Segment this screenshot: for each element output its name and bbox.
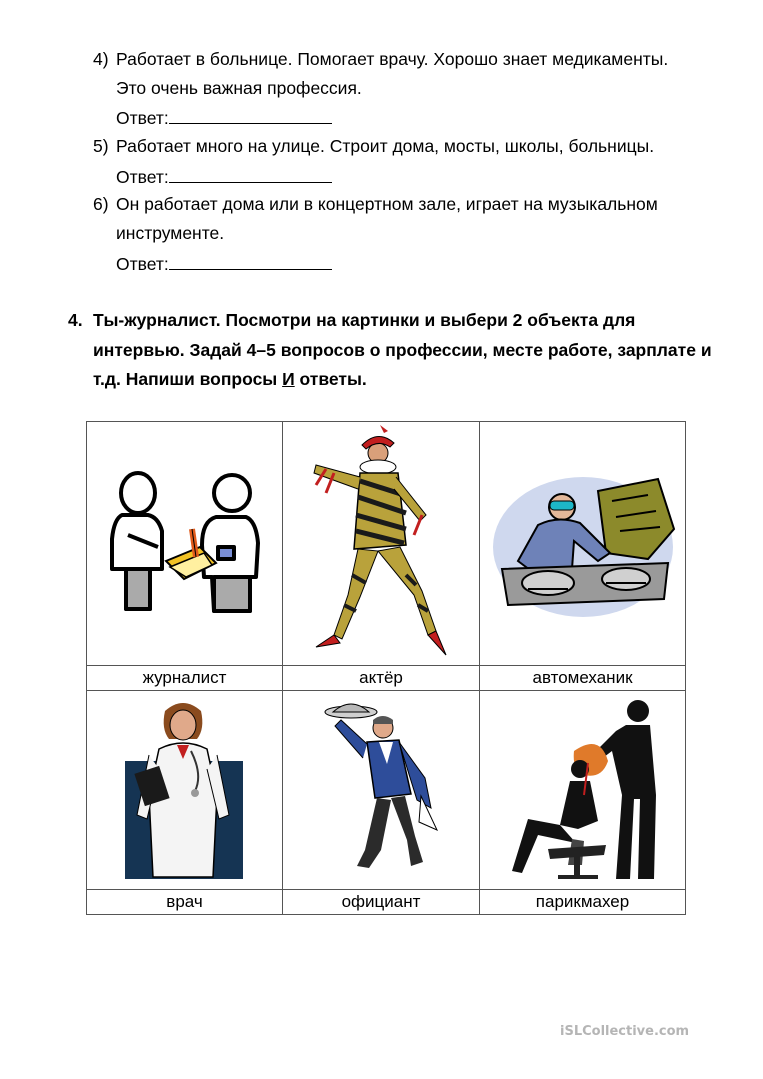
item-number: 6) [93,194,109,214]
task-text: Ты-журналист. Посмотри на картинки и выбери 2 объекта для интервью. Задай 4–5 вопросов о профессии, месте работе, зарплате и т.д. Напиши вопросы [93,310,712,389]
caption-journalist: журналист [87,666,283,691]
caption-hairdresser: парикмахер [480,890,686,915]
answer-blank[interactable] [169,252,332,270]
answer-label: Ответ: [116,254,169,274]
caption-auto-mechanic: автомеханик [480,666,686,691]
caption-waiter: официант [283,890,480,915]
caption-doctor: врач [87,890,283,915]
answer-field-5[interactable] [116,165,332,188]
task-number: 4. [68,310,83,330]
hairdresser-icon [488,695,678,885]
item-text-line: инструменте. [116,223,225,243]
picture-cell-actor [283,422,480,666]
item-text-line: Он работает дома или в концертном зале, играет на музыкальном [116,194,658,214]
task-instructions [68,306,718,395]
actor-icon [296,425,466,663]
watermark-footer: iSLCollective.com [560,1024,690,1039]
picture-cell-doctor [87,691,283,890]
waiter-icon [321,700,441,880]
picture-cell-waiter [283,691,480,890]
answer-blank[interactable] [169,106,332,124]
answer-field-6[interactable] [116,252,332,275]
picture-cell-hairdresser [480,691,686,890]
auto-mechanic-icon [488,469,678,619]
picture-cell-auto-mechanic [480,422,686,666]
answer-label: Ответ: [116,108,169,128]
item-text-line: Работает много на улице. Строит дома, мосты, школы, больницы. [116,136,655,156]
doctor-icon [125,695,245,885]
item-number: 4) [93,49,109,69]
item-number: 5) [93,136,109,156]
picture-cell-journalist [87,422,283,666]
answer-label: Ответ: [116,167,169,187]
item-text-line: Это очень важная профессия. [116,78,362,98]
item-text-line: Работает в больнице. Помогает врачу. Хорошо знает медикаменты. [116,49,669,69]
task-underlined-word: И [282,369,295,389]
answer-blank[interactable] [169,165,332,183]
task-text-end: ответы. [294,369,367,389]
caption-actor: актёр [283,666,480,691]
profession-picture-table [86,421,686,915]
answer-field-4[interactable] [116,106,332,129]
journalist-icon [100,469,270,619]
